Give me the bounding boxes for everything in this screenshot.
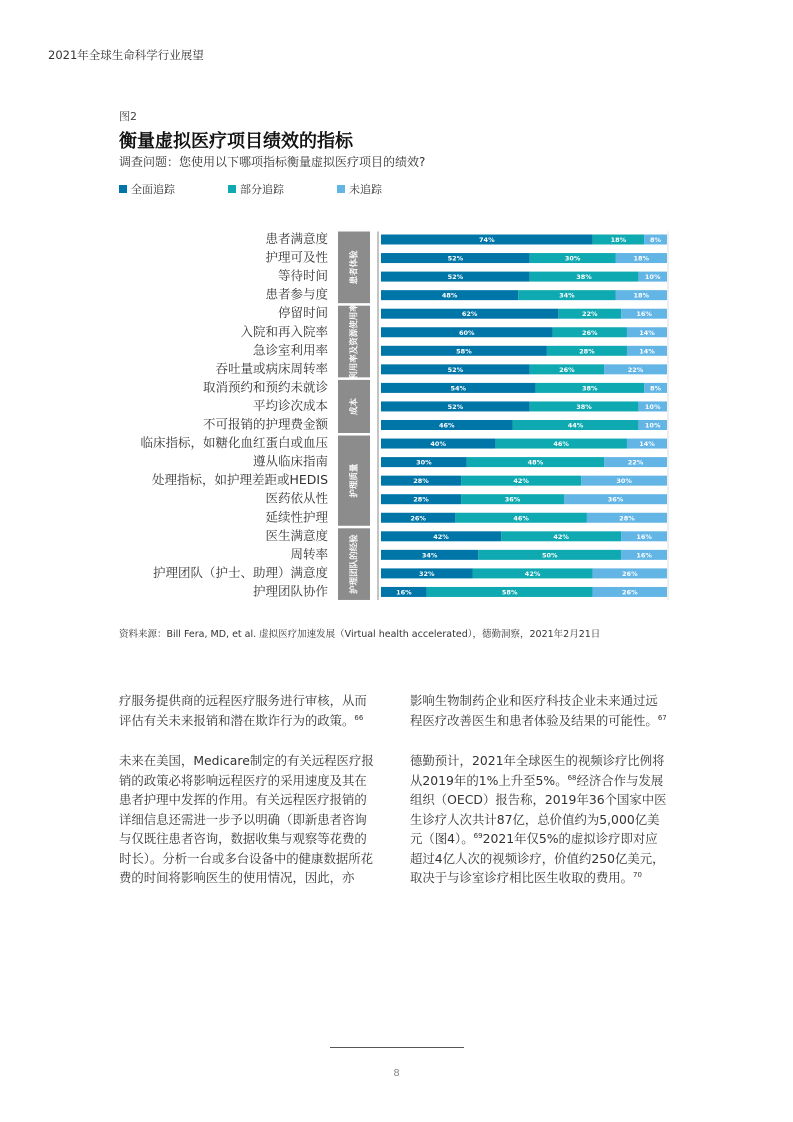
category-label: 患者满意度 xyxy=(265,231,328,246)
category-label: 临床指标，如糖化血红蛋白或血压 xyxy=(140,435,328,451)
footnote-ref: 68 xyxy=(567,773,577,782)
legend-label-full: 全面追踪 xyxy=(131,183,175,196)
footnote-ref: 69 xyxy=(473,831,483,840)
footnote-ref: 67 xyxy=(657,713,667,722)
bar-value-label: 16% xyxy=(636,532,652,541)
bar-value-label: 44% xyxy=(567,421,584,430)
figure-source: 资料来源：Bill Fera, MD, et al. 虚拟医疗加速发展（Virtual health accelerated），德勤洞察，2021年2月21日 xyxy=(119,629,601,640)
bar-value-label: 8% xyxy=(650,384,662,393)
running-header: 2021年全球生命科学行业展望 xyxy=(48,48,204,62)
bar-value-label: 18% xyxy=(633,291,650,300)
category-label: 护理可及性 xyxy=(265,249,328,265)
bar-value-label: 8% xyxy=(650,236,662,244)
bar-value-label: 42% xyxy=(553,532,569,541)
bar-value-label: 26% xyxy=(581,328,598,337)
paragraph-text: 影响生物制药企业和医疗科技企业未来通过远程医疗改善医生和患者体验及结果的可能性。 xyxy=(410,693,658,728)
footnote-ref: 70 xyxy=(633,870,642,879)
bar-value-label: 50% xyxy=(541,551,558,560)
category-label: 护理团队（护士、助理）满意度 xyxy=(152,564,328,580)
bar-value-label: 28% xyxy=(619,514,635,523)
category-label: 遵从临床指南 xyxy=(252,453,328,469)
bar-value-label: 52% xyxy=(447,273,464,282)
category-label: 不可报销的护理费金额 xyxy=(202,416,328,432)
group-label: 成本 xyxy=(349,397,360,415)
paragraph xyxy=(119,691,379,730)
footnote-ref: 66 xyxy=(354,713,364,722)
bar-value-label: 38% xyxy=(581,384,598,393)
bar-value-label: 42% xyxy=(433,532,449,541)
group-label: 利用率及资源使用率 xyxy=(349,303,360,380)
bar-value-label: 54% xyxy=(450,384,467,393)
bar-value-label: 26% xyxy=(559,365,575,374)
category-label: 急诊室利用率 xyxy=(252,342,328,358)
bar-value-label: 48% xyxy=(441,291,458,300)
bar-value-label: 28% xyxy=(413,495,429,504)
bar-value-label: 52% xyxy=(447,254,464,263)
bar-value-label: 10% xyxy=(644,402,661,411)
category-label: 周转率 xyxy=(290,546,328,562)
category-label: 患者参与度 xyxy=(265,286,328,302)
page-number: 8 xyxy=(393,1068,400,1079)
bar-value-label: 22% xyxy=(627,458,644,467)
bar-value-label: 48% xyxy=(527,458,544,467)
bar-value-label: 28% xyxy=(413,477,429,486)
bar-value-label: 14% xyxy=(639,347,655,356)
paragraph xyxy=(119,751,379,888)
bar-value-label: 10% xyxy=(644,421,661,430)
bar-value-label: 38% xyxy=(576,273,592,282)
group-label: 护理质量 xyxy=(349,463,360,498)
paragraph xyxy=(410,691,670,730)
category-label: 停留时间 xyxy=(277,305,328,321)
category-label: 医生满意度 xyxy=(265,527,328,543)
bar-value-label: 38% xyxy=(576,402,592,411)
bar-value-label: 46% xyxy=(553,440,569,449)
bar-value-label: 36% xyxy=(504,495,521,504)
bar-value-label: 26% xyxy=(622,588,638,597)
category-label: 入院和再入院率 xyxy=(240,323,328,339)
bar-value-label: 34% xyxy=(421,551,438,560)
paragraph-text: 经济合作与发展组织（OECD）报告称，2019年36个国家中医生诊疗人次共计87亿，总价值约为5,000亿美元（图4）。 xyxy=(410,772,667,846)
bar-value-label: 42% xyxy=(524,569,541,578)
bar-value-label: 52% xyxy=(447,365,464,374)
group-label: 护理团队的经验 xyxy=(349,534,360,594)
bar-value-label: 60% xyxy=(459,328,475,337)
bar-value-label: 30% xyxy=(616,477,632,486)
bar-value-label: 58% xyxy=(456,347,472,356)
bar-value-label: 16% xyxy=(396,588,412,597)
bar-value-label: 14% xyxy=(639,328,655,337)
bar-value-label: 52% xyxy=(447,402,464,411)
bar-value-label: 16% xyxy=(636,310,652,319)
bar-value-label: 46% xyxy=(438,421,455,430)
bar-value-label: 22% xyxy=(627,365,644,374)
category-label: 平均诊次成本 xyxy=(252,397,328,413)
bar-value-label: 26% xyxy=(410,514,426,523)
bar-value-label: 58% xyxy=(501,588,518,597)
paragraph xyxy=(410,751,670,888)
paragraph-text: 德勤预计，2021年全球医生的视频诊疗比例将从2019年的1%上升至5%。 xyxy=(410,753,665,788)
bar-value-label: 30% xyxy=(416,458,432,467)
legend-label-none: 未追踪 xyxy=(349,183,382,196)
bar-value-label: 46% xyxy=(513,514,529,523)
category-label: 医药依从性 xyxy=(265,490,328,506)
bar-value-label: 42% xyxy=(513,477,529,486)
bar-value-label: 18% xyxy=(610,236,627,244)
category-label: 取消预约和预约未就诊 xyxy=(202,379,328,395)
legend-label-partial: 部分追踪 xyxy=(240,183,284,196)
group-label: 患者体验 xyxy=(349,250,360,285)
bar-value-label: 16% xyxy=(636,551,652,560)
bar-value-label: 34% xyxy=(559,291,575,300)
bar-value-label: 36% xyxy=(607,495,624,504)
body-column-right xyxy=(410,691,670,909)
bar-value-label: 10% xyxy=(644,273,661,282)
figure-number: 图2 xyxy=(119,110,137,123)
bar-value-label: 28% xyxy=(579,347,595,356)
figure-title: 衡量虚拟医疗项目绩效的指标 xyxy=(119,131,353,152)
bar-value-label: 32% xyxy=(418,569,435,578)
category-label: 处理指标，如护理差距或HEDIS xyxy=(151,472,328,488)
category-label: 延续性护理 xyxy=(265,509,328,525)
category-label: 护理团队协作 xyxy=(252,583,328,599)
bar-value-label: 30% xyxy=(564,254,581,263)
bar-value-label: 26% xyxy=(622,569,638,578)
paragraph-text: 疗服务提供商的远程医疗服务进行审核，从而评估有关未来报销和潜在欺诈行为的政策。 xyxy=(119,693,367,728)
bar-value-label: 62% xyxy=(461,310,478,319)
bar-value-label: 14% xyxy=(639,440,655,449)
bar-value-label: 40% xyxy=(430,440,446,449)
body-column-left xyxy=(119,691,379,909)
bar-value-label: 18% xyxy=(633,254,650,263)
paragraph-text: 未来在美国，Medicare制定的有关远程医疗报销的政策必将影响远程医疗的采用速度及其在患者护理中发挥的作用。有关远程医疗报销的详细信息还需进一步予以明确（即新患者咨询与仅既往患者咨询，数据收集与观察等花费的时长）。分析一台或多台设备中的健康数据所花费的时间将影响医生的使用情况，因此，亦 xyxy=(119,753,374,885)
paragraph-text: 2021年仅5%的虚拟诊疗即对应超过4亿人次的视频诊疗，价值约250亿美元，取决于与诊室诊疗相比医生收取的费用。 xyxy=(410,831,665,885)
bar-value-label: 74% xyxy=(479,236,495,244)
figure-subtitle: 调查问题：您使用以下哪项指标衡量虚拟医疗项目的绩效? xyxy=(119,155,426,169)
footer-divider xyxy=(330,1047,464,1048)
category-label: 吞吐量或病床周转率 xyxy=(215,360,328,376)
category-label: 等待时间 xyxy=(277,268,328,284)
bar-value-label: 22% xyxy=(581,310,598,319)
